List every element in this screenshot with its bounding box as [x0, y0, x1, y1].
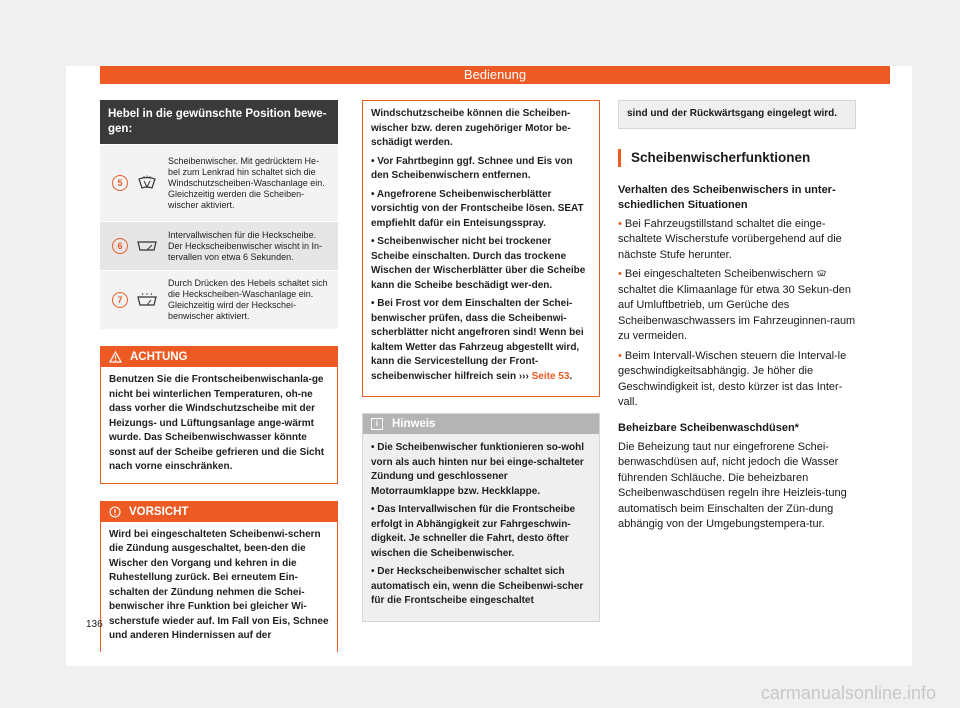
page-header: Bedienung [100, 66, 890, 84]
bullet-dot: • [371, 504, 378, 515]
vorsicht-bullet: Angefrorene Scheibenwischerblätter vorsichtig von der Frontscheibe lösen. SEAT empfiehlt dafür ein Enteisungsspray. [371, 188, 584, 229]
heated-nozzles-heading: Beheizbare Scheibenwaschdüsen* [618, 421, 799, 434]
rear-wiper-icon [136, 238, 158, 254]
row-text: Intervallwischen für die Heckscheibe. Der Heckscheibenwischer wischt in In-tervallen von etwa 6 Sekunden. [168, 229, 323, 262]
vorsicht-bullet: Scheibenwischer nicht bei trockener Scheibe einschalten. Durch das trockene Wischen der Wischerblätter über die Scheibe kann die Scheibe beschädigt wer-den. [371, 236, 586, 291]
vorsicht-cont-intro: Windschutzscheibe können die Scheiben-wischer bzw. deren zugehöriger Motor be-schädigt werden. [371, 108, 571, 148]
warning-triangle-icon [109, 351, 122, 363]
windshield-wiper-icon [136, 175, 158, 191]
heated-nozzles-text: Die Beheizung taut nur eingefrorene Schei-benwaschdüsen auf, nicht jedoch die Wasser führenden Schläuche. Die beheizbaren Scheibenwaschdüsen regeln ihre Heizleis-tung automatisch beim Einschalten der Zün-dung abhängig von der Umgebungstempera-tur. [618, 440, 847, 530]
vorsicht-box-continued [362, 100, 600, 397]
windshield-wiper-icon [816, 269, 827, 278]
manual-page [66, 66, 912, 666]
section-bullet: Bei Fahrzeugstillstand schaltet die einge-schaltete Wischerstufe vorübergehend auf die nächste Stufe herunter. [618, 217, 842, 261]
rear-washer-icon [136, 292, 158, 308]
hinweis-continued: sind und der Rückwärtsgang eingelegt wird. [618, 100, 856, 129]
section-subhead: Verhalten des Scheibenwischers in unter-schiedlichen Situationen [618, 183, 836, 211]
section-bullet: Beim Intervall-Wischen steuern die Interval-le geschwindigkeitsabhängig. Je höher die Geschwindigkeit ist, desto kürzer ist das Inter-vall. [618, 349, 847, 408]
vorsicht-bullet: Bei Frost vor dem Einschalten der Schei-benwischer prüfen, dass die Scheibenwi-scherblätter nicht angefroren sind! Wenn bei kaltem Wetter das Fahrzeug abgestellt wird, kann die Servicestellung der Front-scheibenwischer hilfreich sein [371, 298, 584, 382]
hinweis-box [362, 413, 600, 622]
hinweis-bullet: Das Intervallwischen für die Frontscheibe erfolgt in Abhängigkeit zur Fahrgeschwin-digkeit. Je schneller die Fahrt, desto öfter wischen die Scheibenwischer. [371, 504, 576, 559]
hinweis-title: Hinweis [392, 418, 436, 430]
bullet-dot: • [371, 236, 378, 247]
caution-circle-icon [109, 506, 121, 518]
bullet-dot: • [371, 188, 377, 200]
table-row [100, 144, 338, 221]
table-row [100, 270, 338, 329]
watermark: carmanualsonline.info [760, 683, 936, 703]
bullet-dot: • [618, 268, 625, 280]
vorsicht-text: Wird bei eingeschalteten Scheibenwi-schern die Zündung ausgeschaltet, been-den die Wischer den Vorgang und kehren in die Ruhestellung zurück. Bei erneutem Ein-schalten der Zündung nehmen die Schei-benwischer ihre Funktion bei gleicher Wi-scherstufe wieder auf. Im Fall von Eis, Schnee und anderen Hindernissen auf der [109, 528, 329, 641]
table-row [100, 221, 338, 270]
vorsicht-bullet: Vor Fahrtbeginn ggf. Schnee und Eis von den Scheibenwischern entfernen. [371, 155, 573, 181]
bullet-dot: • [371, 298, 378, 309]
bullet-dot: • [371, 155, 378, 167]
row-number: 5 [112, 175, 128, 191]
vorsicht-title: VORSICHT [129, 505, 189, 518]
achtung-box [100, 346, 338, 484]
hinweis-bullet: Die Scheibenwischer funktionieren so-wohl vorn als auch hinten nur bei einge-schalteter Zündung und geschlossener Motorraumklappe bzw. Heckklappe. [371, 442, 584, 497]
column-middle [362, 100, 600, 622]
page-link[interactable]: Seite 53 [531, 370, 570, 382]
row-text: Durch Drücken des Hebels schaltet sich die Heckscheiben-Waschanlage ein. Gleichzeitig wird der Heckschei-benwischer aktiviert. [168, 278, 328, 321]
page-number: 136 [86, 619, 103, 630]
row-number: 6 [112, 238, 128, 254]
bullet-dot: • [618, 217, 625, 230]
link-marker: ››› [518, 370, 529, 382]
achtung-text: Benutzen Sie die Frontscheibenwischanla-ge nicht bei winterlichen Temperaturen, oh-ne dass vorher die Windschutzscheibe mit der Heizungs- und Lüftungsanlage ange-wärmt wurde. Das Scheibenwischwasser könnte sonst auf der Scheibe gefrieren und die Sicht nach vorne einschränken. [109, 374, 325, 472]
table-heading: Hebel in die gewünschte Position bewe-gen: [100, 100, 338, 144]
column-left [100, 100, 338, 652]
bullet-dot: • [371, 566, 378, 577]
achtung-title: ACHTUNG [130, 351, 188, 363]
section-bullet: schaltet die Klimaanlage für etwa 30 Sekun-den auf Umluftbetrieb, um Gerüche des Scheibenwaschwassers im Fahrzeuginnen-raum zu vermeiden. [618, 283, 856, 342]
bullet-dot: • [618, 349, 625, 362]
row-number: 7 [112, 292, 128, 308]
section-title: Scheibenwischerfunktionen [618, 149, 856, 167]
link-end: . [569, 370, 573, 382]
vorsicht-box [100, 501, 338, 652]
hinweis-bullet: Der Heckscheibenwischer schaltet sich automatisch ein, wenn die Scheibenwi-scher für die Frontscheibe eingeschaltet [371, 566, 584, 606]
section-bullet: Bei eingeschalteten Scheibenwischern [624, 268, 814, 280]
column-right [618, 100, 856, 533]
info-icon: i [371, 418, 383, 430]
row-text: Scheibenwischer. Mit gedrücktem He-bel zum Lenkrad hin schaltet sich die Windschutzscheiben-Waschanlage ein. Gleichzeitig werden die Scheiben-wischer aktiviert. [168, 155, 325, 210]
bullet-dot: • [371, 442, 378, 453]
